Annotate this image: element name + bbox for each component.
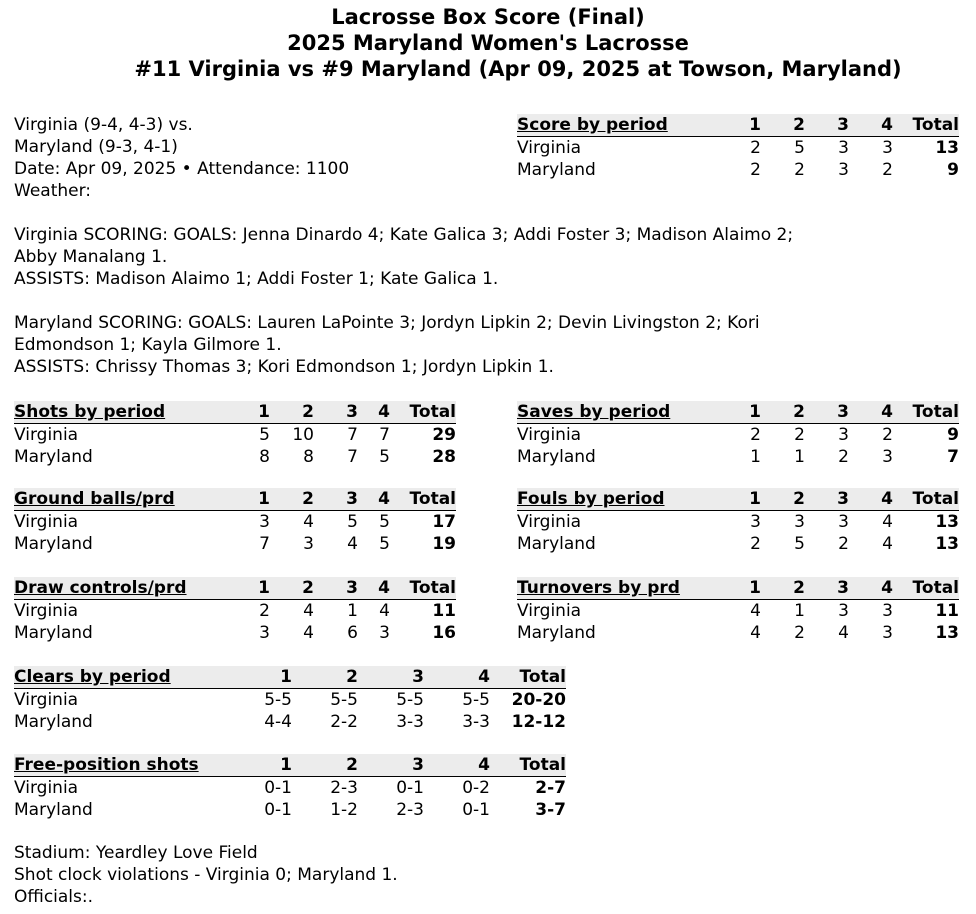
period-value: 3 xyxy=(882,623,893,643)
total-value: 13 xyxy=(935,623,959,643)
period-value: 2 xyxy=(794,425,805,445)
period-value: 2 xyxy=(838,534,849,554)
period-value: 3 xyxy=(259,623,270,643)
col-header: 1 xyxy=(238,488,270,511)
col-header: 4 xyxy=(849,114,893,137)
period-value: 2-2 xyxy=(330,712,358,732)
maryland-scoring xyxy=(14,312,814,378)
total-value: 19 xyxy=(432,534,456,554)
period-value: 3 xyxy=(303,534,314,554)
table-label: Saves by period xyxy=(517,401,741,424)
fouls-table xyxy=(517,488,959,555)
total-value: 29 xyxy=(432,425,456,445)
table-row xyxy=(14,622,456,644)
table-row xyxy=(14,799,566,821)
period-value: 3-3 xyxy=(462,712,490,732)
col-header: 2 xyxy=(761,401,805,424)
team-name: Virginia xyxy=(14,425,79,445)
period-value: 4 xyxy=(303,601,314,621)
period-value: 1 xyxy=(347,601,358,621)
period-value: 3 xyxy=(838,512,849,532)
period-value: 2 xyxy=(794,623,805,643)
period-value: 8 xyxy=(303,447,314,467)
col-header: 3 xyxy=(314,401,358,424)
team-name: Maryland xyxy=(14,800,93,820)
table-label: Score by period xyxy=(517,114,741,137)
virginia-scoring xyxy=(14,224,804,290)
period-value: 4 xyxy=(347,534,358,554)
col-header: Total xyxy=(490,666,566,689)
team1-record: Virginia (9-4, 4-3) vs. xyxy=(14,115,193,135)
table-label: Free-position shots xyxy=(14,754,228,777)
virginia-assists: ASSISTS: Madison Alaimo 1; Addi Foster 1; Kate Galica 1. xyxy=(14,269,499,289)
col-header: 2 xyxy=(270,401,314,424)
col-header: 2 xyxy=(270,488,314,511)
table-label: Shots by period xyxy=(14,401,238,424)
total-value: 20-20 xyxy=(511,690,566,710)
team-name: Maryland xyxy=(14,712,93,732)
period-value: 6 xyxy=(347,623,358,643)
col-header: 1 xyxy=(741,114,761,137)
col-header: 1 xyxy=(228,666,292,689)
col-header: 3 xyxy=(805,488,849,511)
shots-table xyxy=(14,401,456,468)
team-name: Virginia xyxy=(517,512,582,532)
table-row xyxy=(14,711,566,733)
team-name: Virginia xyxy=(517,425,582,445)
total-value: 13 xyxy=(935,138,959,158)
shot-clock-violations: Shot clock violations - Virginia 0; Maryland 1. xyxy=(14,865,398,885)
period-value: 0-1 xyxy=(264,800,292,820)
period-value: 5 xyxy=(347,512,358,532)
period-value: 3 xyxy=(838,425,849,445)
period-value: 5 xyxy=(794,534,805,554)
col-header: 1 xyxy=(741,401,761,424)
col-header: 4 xyxy=(849,488,893,511)
col-header: 3 xyxy=(805,577,849,600)
col-header: 2 xyxy=(761,488,805,511)
col-header: 1 xyxy=(741,577,761,600)
total-value: 2-7 xyxy=(535,778,566,798)
table-row xyxy=(14,424,456,447)
table-label: Turnovers by prd xyxy=(517,577,741,600)
table-label: Clears by period xyxy=(14,666,228,689)
period-value: 0-1 xyxy=(462,800,490,820)
team-name: Maryland xyxy=(14,534,93,554)
period-value: 3 xyxy=(882,447,893,467)
total-value: 11 xyxy=(432,601,456,621)
period-value: 4 xyxy=(750,601,761,621)
period-value: 5-5 xyxy=(396,690,424,710)
col-header: 2 xyxy=(761,577,805,600)
team-name: Maryland xyxy=(517,447,596,467)
period-value: 2 xyxy=(882,425,893,445)
period-value: 5 xyxy=(794,138,805,158)
free-position-shots-table xyxy=(14,754,566,821)
period-value: 5-5 xyxy=(264,690,292,710)
period-value: 2-3 xyxy=(396,800,424,820)
col-header: 1 xyxy=(238,401,270,424)
saves-table xyxy=(517,401,959,468)
period-value: 7 xyxy=(379,425,390,445)
team-name: Maryland xyxy=(14,623,93,643)
table-row xyxy=(517,511,959,534)
col-header: Total xyxy=(893,114,959,137)
period-value: 1 xyxy=(794,447,805,467)
team2-record: Maryland (9-3, 4-1) xyxy=(14,137,178,157)
col-header: 3 xyxy=(358,754,424,777)
game-info xyxy=(14,114,349,202)
col-header: Total xyxy=(893,401,959,424)
maryland-goals: Maryland SCORING: GOALS: Lauren LaPointe 3; Jordyn Lipkin 2; Devin Livingston 2; Kori Edmondson 1; Kayla Gilmore 1. xyxy=(14,313,760,355)
period-value: 3 xyxy=(882,138,893,158)
box-score-title xyxy=(0,4,976,82)
team-name: Virginia xyxy=(517,138,582,158)
period-value: 4-4 xyxy=(264,712,292,732)
col-header: 4 xyxy=(358,577,390,600)
period-value: 4 xyxy=(303,512,314,532)
period-value: 4 xyxy=(750,623,761,643)
table-label: Fouls by period xyxy=(517,488,741,511)
period-value: 3 xyxy=(838,601,849,621)
col-header: 3 xyxy=(358,666,424,689)
period-value: 2 xyxy=(838,447,849,467)
total-value: 16 xyxy=(432,623,456,643)
period-value: 2 xyxy=(750,160,761,180)
period-value: 2-3 xyxy=(330,778,358,798)
col-header: 4 xyxy=(849,577,893,600)
table-row xyxy=(517,600,959,623)
col-header: Total xyxy=(893,488,959,511)
title-line-2: 2025 Maryland Women's Lacrosse xyxy=(287,31,689,55)
col-header: 1 xyxy=(238,577,270,600)
col-header: 3 xyxy=(805,114,849,137)
total-value: 12-12 xyxy=(511,712,566,732)
period-value: 4 xyxy=(882,512,893,532)
col-header: 2 xyxy=(292,666,358,689)
total-value: 3-7 xyxy=(535,800,566,820)
total-value: 17 xyxy=(432,512,456,532)
date-attendance: Date: Apr 09, 2025 • Attendance: 1100 xyxy=(14,159,350,179)
period-value: 1 xyxy=(750,447,761,467)
table-row xyxy=(14,777,566,800)
table-row xyxy=(517,446,959,468)
period-value: 3 xyxy=(882,601,893,621)
col-header: 2 xyxy=(292,754,358,777)
period-value: 0-1 xyxy=(264,778,292,798)
period-value: 5-5 xyxy=(330,690,358,710)
team-name: Maryland xyxy=(517,160,596,180)
table-row xyxy=(14,533,456,555)
team-name: Virginia xyxy=(517,601,582,621)
col-header: Total xyxy=(893,577,959,600)
period-value: 7 xyxy=(347,425,358,445)
period-value: 2 xyxy=(750,534,761,554)
turnovers-table xyxy=(517,577,959,644)
maryland-assists: ASSISTS: Chrissy Thomas 3; Kori Edmondson 1; Jordyn Lipkin 1. xyxy=(14,357,554,377)
period-value: 3 xyxy=(379,623,390,643)
title-line-1: Lacrosse Box Score (Final) xyxy=(331,5,645,29)
officials: Officials:. xyxy=(14,887,94,907)
period-value: 10 xyxy=(292,425,314,445)
footer-info xyxy=(14,842,398,908)
table-row xyxy=(517,424,959,447)
table-row xyxy=(517,533,959,555)
period-value: 2 xyxy=(259,601,270,621)
period-value: 5 xyxy=(379,512,390,532)
ground-balls-table xyxy=(14,488,456,555)
period-value: 4 xyxy=(838,623,849,643)
col-header: 3 xyxy=(314,488,358,511)
total-value: 9 xyxy=(947,160,959,180)
col-header: 2 xyxy=(761,114,805,137)
col-header: 4 xyxy=(849,401,893,424)
period-value: 3 xyxy=(794,512,805,532)
period-value: 8 xyxy=(259,447,270,467)
team-name: Maryland xyxy=(517,623,596,643)
title-line-3: #11 Virginia vs #9 Maryland (Apr 09, 2025 at Towson, Maryland) xyxy=(134,57,902,81)
col-header: 4 xyxy=(358,488,390,511)
table-label: Ground balls/prd xyxy=(14,488,238,511)
clears-table xyxy=(14,666,566,733)
col-header: 3 xyxy=(805,401,849,424)
total-value: 7 xyxy=(947,447,959,467)
table-label: Draw controls/prd xyxy=(14,577,238,600)
period-value: 7 xyxy=(347,447,358,467)
team-name: Virginia xyxy=(14,601,79,621)
total-value: 11 xyxy=(935,601,959,621)
table-row xyxy=(14,600,456,623)
table-row xyxy=(14,511,456,534)
total-value: 28 xyxy=(432,447,456,467)
period-value: 4 xyxy=(303,623,314,643)
period-value: 7 xyxy=(259,534,270,554)
period-value: 5 xyxy=(379,447,390,467)
team-name: Virginia xyxy=(14,778,79,798)
col-header: 1 xyxy=(228,754,292,777)
draw-controls-table xyxy=(14,577,456,644)
col-header: Total xyxy=(390,488,456,511)
period-value: 5 xyxy=(259,425,270,445)
table-row xyxy=(14,446,456,468)
period-value: 2 xyxy=(794,160,805,180)
period-value: 3-3 xyxy=(396,712,424,732)
col-header: 2 xyxy=(270,577,314,600)
table-row xyxy=(517,622,959,644)
period-value: 3 xyxy=(750,512,761,532)
period-value: 0-2 xyxy=(462,778,490,798)
period-value: 2 xyxy=(882,160,893,180)
table-row xyxy=(14,689,566,712)
col-header: Total xyxy=(390,577,456,600)
period-value: 3 xyxy=(259,512,270,532)
period-value: 2 xyxy=(750,425,761,445)
col-header: 3 xyxy=(314,577,358,600)
total-value: 9 xyxy=(947,425,959,445)
period-value: 1-2 xyxy=(330,800,358,820)
team-name: Maryland xyxy=(517,534,596,554)
team-name: Virginia xyxy=(14,512,79,532)
col-header: 4 xyxy=(358,401,390,424)
period-value: 0-1 xyxy=(396,778,424,798)
col-header: 4 xyxy=(424,754,490,777)
period-value: 2 xyxy=(750,138,761,158)
col-header: 1 xyxy=(741,488,761,511)
period-value: 4 xyxy=(882,534,893,554)
virginia-goals: Virginia SCORING: GOALS: Jenna Dinardo 4; Kate Galica 3; Addi Foster 3; Madison Alaimo 2; Abby Manalang 1. xyxy=(14,225,794,267)
period-value: 4 xyxy=(379,601,390,621)
weather: Weather: xyxy=(14,181,92,201)
total-value: 13 xyxy=(935,534,959,554)
period-value: 3 xyxy=(838,160,849,180)
score-by-period-table xyxy=(517,114,959,181)
table-row xyxy=(517,137,959,160)
col-header: Total xyxy=(490,754,566,777)
team-name: Maryland xyxy=(14,447,93,467)
stadium: Stadium: Yeardley Love Field xyxy=(14,843,258,863)
period-value: 3 xyxy=(838,138,849,158)
table-row xyxy=(517,159,959,181)
total-value: 13 xyxy=(935,512,959,532)
period-value: 5 xyxy=(379,534,390,554)
team-name: Virginia xyxy=(14,690,79,710)
period-value: 1 xyxy=(794,601,805,621)
col-header: Total xyxy=(390,401,456,424)
col-header: 4 xyxy=(424,666,490,689)
period-value: 5-5 xyxy=(462,690,490,710)
